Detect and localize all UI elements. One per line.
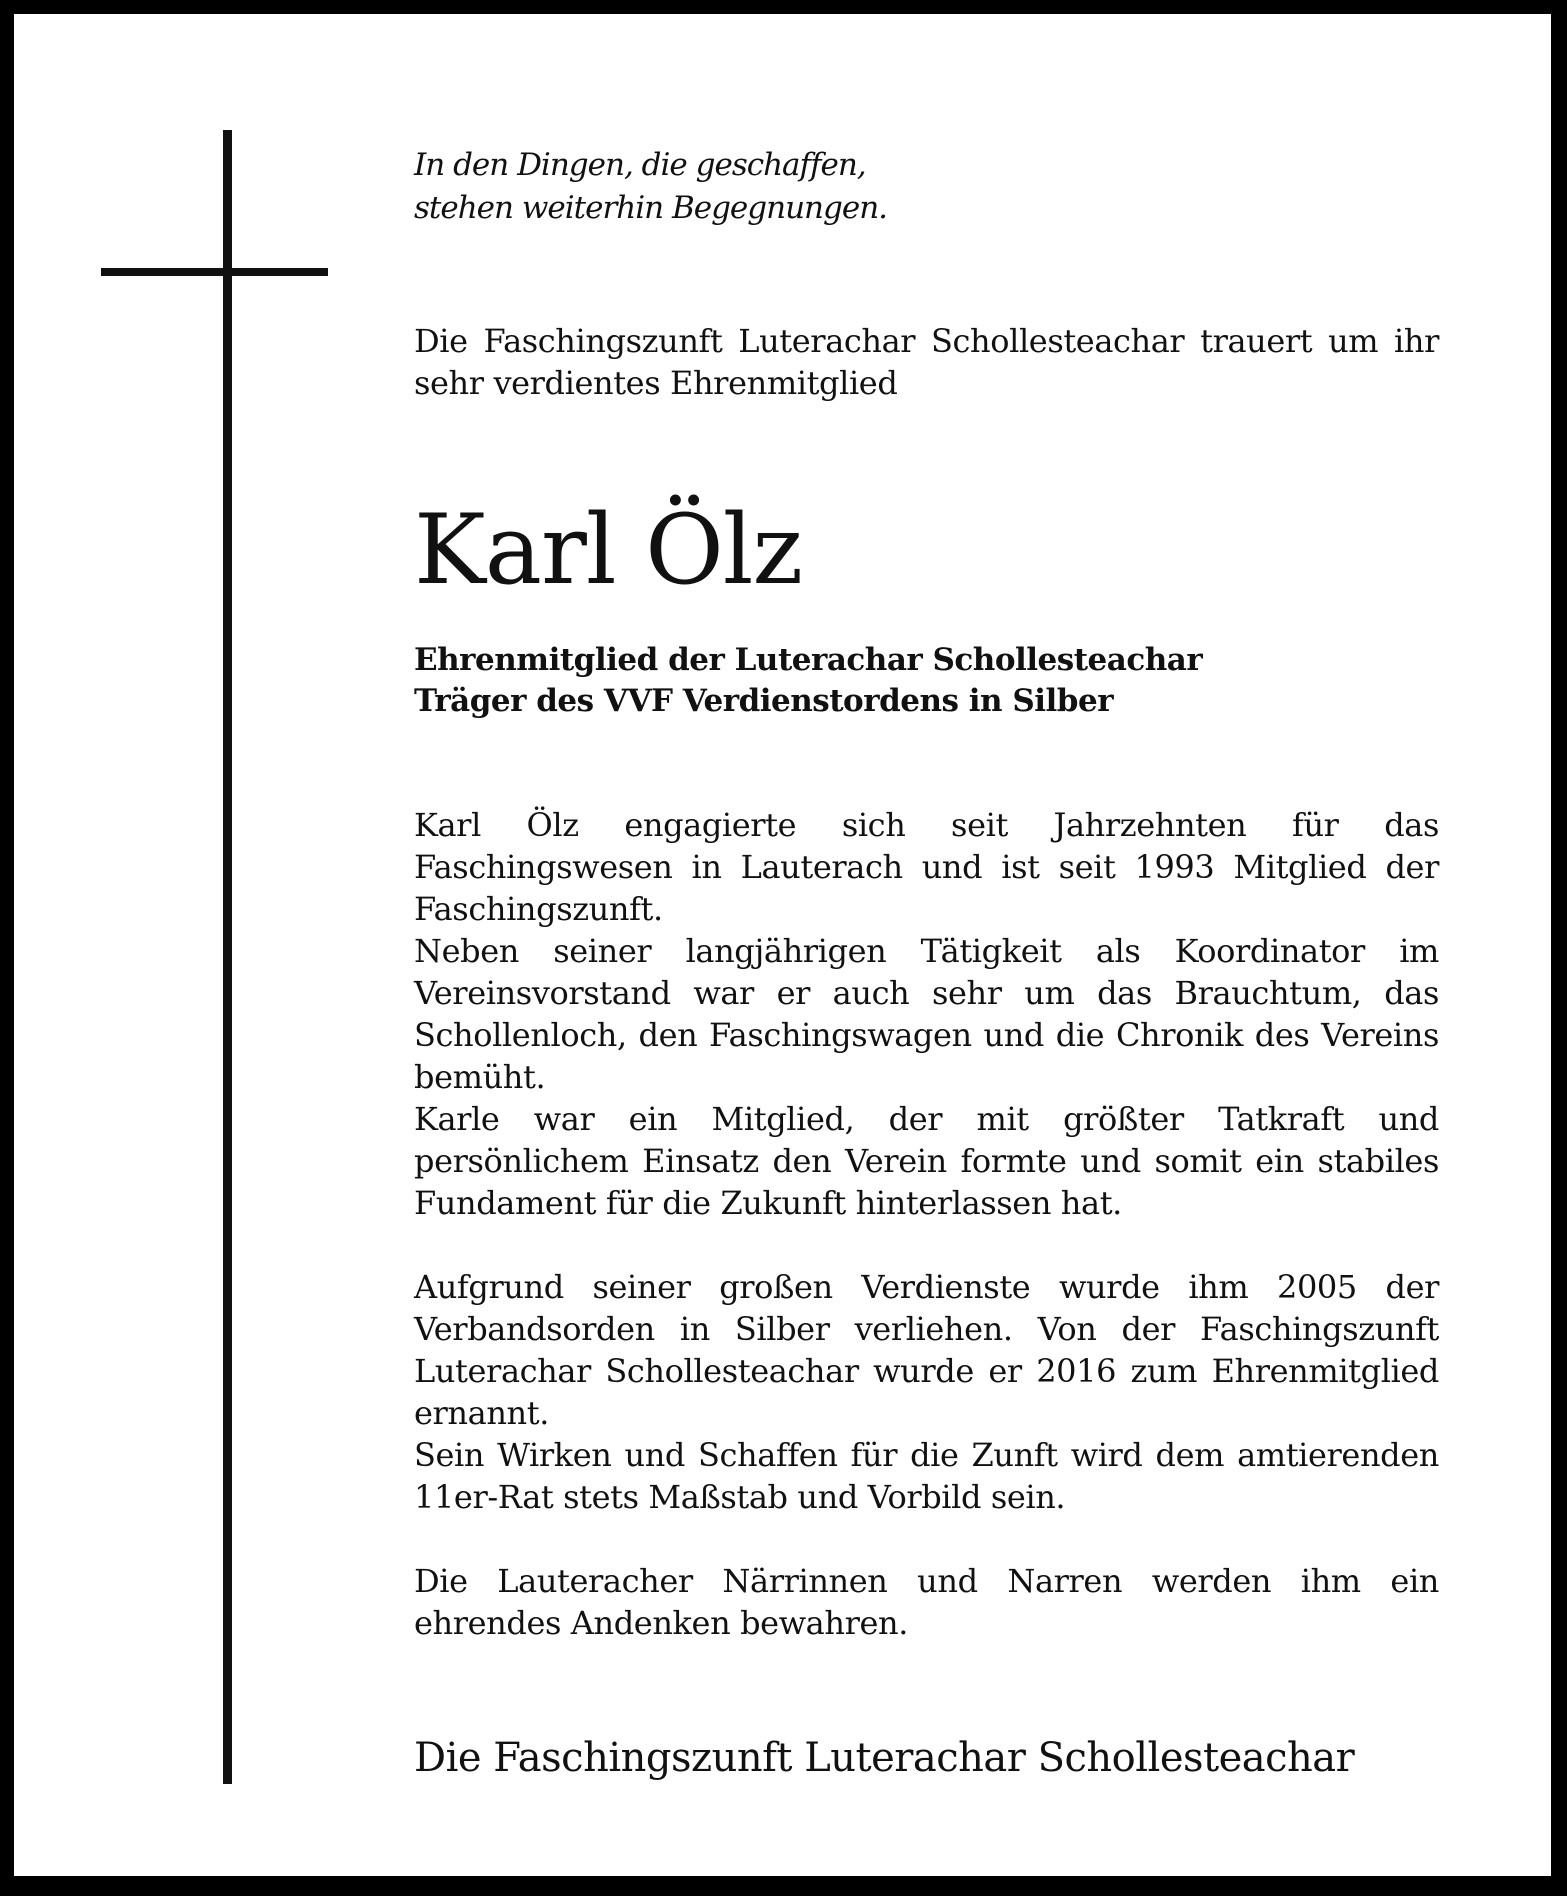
honorary-titles (414, 640, 1439, 722)
cross-icon-horizontal-bar (101, 268, 328, 276)
paragraph-5: Sein Wirken und Schaffen für die Zunft wird dem amtierenden 11er-Rat stets Maßstab und Vorbild sein. (414, 1436, 1439, 1516)
paragraph-spacer (414, 1518, 1439, 1560)
obituary-content (414, 144, 1439, 1782)
paragraph-spacer (414, 1224, 1439, 1266)
paragraph-2: Neben seiner langjährigen Tätigkeit als Koordinator im Vereinsvorstand war er auch sehr um das Brauchtum, das Schollenloch, den Faschingswagen und die Chronik des Vereins bemüht. (414, 932, 1439, 1096)
paragraph-3: Karle war ein Mitglied, der mit größter Tatkraft und persönlichem Einsatz den Verein formte und somit ein stabiles Fundament für die Zukunft hinterlassen hat. (414, 1100, 1439, 1222)
intro-text: Die Faschingszunft Luterachar Schollesteachar trauert um ihr sehr verdientes Ehrenmitglied (414, 322, 1439, 402)
signature: Die Faschingszunft Luterachar Schollesteachar (414, 1735, 1355, 1781)
title-line-1: Ehrenmitglied der Luterachar Schollesteachar (414, 642, 1203, 678)
deceased-name: Karl Ölz (414, 494, 803, 606)
paragraph-4: Aufgrund seiner großen Verdienste wurde ihm 2005 der Verbandsorden in Silber verliehen. Von der Faschingszunft Luterachar Schollesteachar wurde er 2016 zum Ehrenmitglied ernannt. (414, 1268, 1439, 1432)
motto-line-2: stehen weiterhin Begegnungen. (414, 190, 888, 226)
obituary-body (414, 804, 1439, 1644)
paragraph-1: Karl Ölz engagierte sich seit Jahrzehnten für das Faschingswesen in Lauterach und ist seit 1993 Mitglied der Faschingszunft. (414, 806, 1439, 928)
motto (414, 144, 1439, 230)
paragraph-6: Die Lauteracher Närrinnen und Narren werden ihm ein ehrendes Andenken bewahren. (414, 1562, 1439, 1642)
obituary-page (14, 14, 1551, 1876)
motto-line-1: In den Dingen, die geschaffen, (414, 147, 866, 183)
title-line-2: Träger des VVF Verdienstordens in Silber (414, 683, 1114, 719)
cross-icon-vertical-bar (223, 130, 232, 1784)
